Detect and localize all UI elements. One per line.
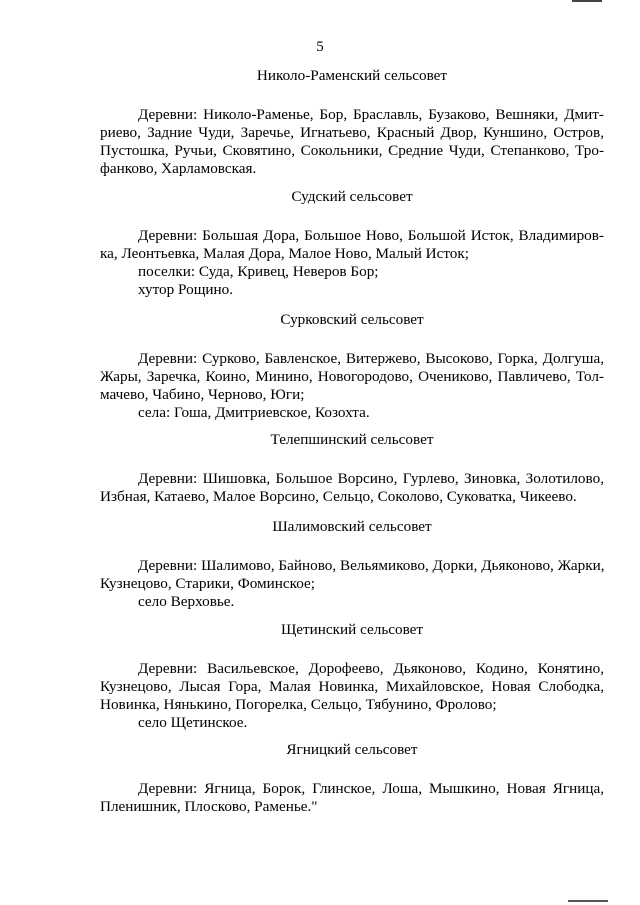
- section-heading: Сурковский сельсовет: [280, 311, 424, 328]
- section: [100, 431, 604, 506]
- text-line: Деревни: Сурково, Бавленское, Витержево, Высоково, Горка, Долгуша,: [138, 350, 604, 367]
- section-heading: Николо-Раменский сельсовет: [256, 67, 448, 84]
- section: [100, 621, 604, 732]
- text-line: Деревни: Николо-Раменье, Бор, Браславль, Бузаково, Вешняки, Дмит-: [138, 106, 604, 123]
- text-line: Пленишник, Плосково, Раменье.": [100, 798, 318, 815]
- text-line: Деревни: Шалимово, Байново, Вельямиково, Дорки, Дьяконово, Жарки,: [138, 557, 605, 574]
- text-line: мачево, Чабино, Черново, Юги;: [100, 386, 305, 403]
- text-line: Новинка, Нянькино, Погорелка, Сельцо, Тябунино, Фролово;: [100, 696, 497, 713]
- text-line: Деревни: Ягница, Борок, Глинское, Лоша, Мышкино, Новая Ягница,: [138, 780, 604, 797]
- text-line: хутор Рощино.: [138, 281, 234, 298]
- section: [100, 311, 604, 422]
- text-line: поселки: Суда, Кривец, Неверов Бор;: [138, 263, 379, 280]
- text-line: села: Гоша, Дмитриевское, Козохта.: [138, 404, 370, 421]
- section-heading: Шалимовский сельсовет: [272, 518, 432, 535]
- page-number: 5: [316, 39, 324, 55]
- scan-artifact-top: [572, 0, 602, 2]
- text-line: село Щетинское.: [138, 714, 248, 731]
- section: [100, 188, 604, 299]
- text-line: Кузнецово, Лысая Гора, Малая Новинка, Михайловское, Новая Слободка,: [100, 678, 604, 695]
- text-line: риево, Задние Чуди, Заречье, Игнатьево, Красный Двор, Куншино, Остров,: [100, 124, 604, 141]
- section: [100, 67, 604, 178]
- text-line: Деревни: Васильевское, Дорофеево, Дьяконово, Кодино, Конятино,: [138, 660, 604, 677]
- section: [100, 741, 604, 816]
- section-heading: Телепшинский сельсовет: [270, 431, 434, 448]
- text-line: Жары, Заречка, Коино, Минино, Новогородово, Очениково, Павличево, Тол-: [100, 368, 604, 385]
- text-line: фанково, Харламовская.: [100, 160, 257, 177]
- text-line: Деревни: Большая Дора, Большое Ново, Большой Исток, Владимиров-: [138, 227, 604, 244]
- section-heading: Ягницкий сельсовет: [286, 741, 418, 758]
- scan-artifact-bottom: [568, 900, 608, 902]
- text-line: Деревни: Шишовка, Большое Ворсино, Гурлево, Зиновка, Золотилово,: [138, 470, 604, 487]
- text-line: Пустошка, Ручьи, Сковятино, Сокольники, Средние Чуди, Степанково, Тро-: [100, 142, 604, 159]
- text-line: село Верховье.: [138, 593, 235, 610]
- section-heading: Судский сельсовет: [291, 188, 413, 205]
- text-line: ка, Леонтьевка, Малая Дора, Малое Ново, Малый Исток;: [100, 245, 469, 262]
- text-line: Кузнецово, Старики, Фоминское;: [100, 575, 315, 592]
- text-line: Избная, Катаево, Малое Ворсино, Сельцо, Соколово, Суковатка, Чикеево.: [100, 488, 577, 505]
- section: [100, 518, 604, 611]
- section-heading: Щетинский сельсовет: [280, 621, 424, 638]
